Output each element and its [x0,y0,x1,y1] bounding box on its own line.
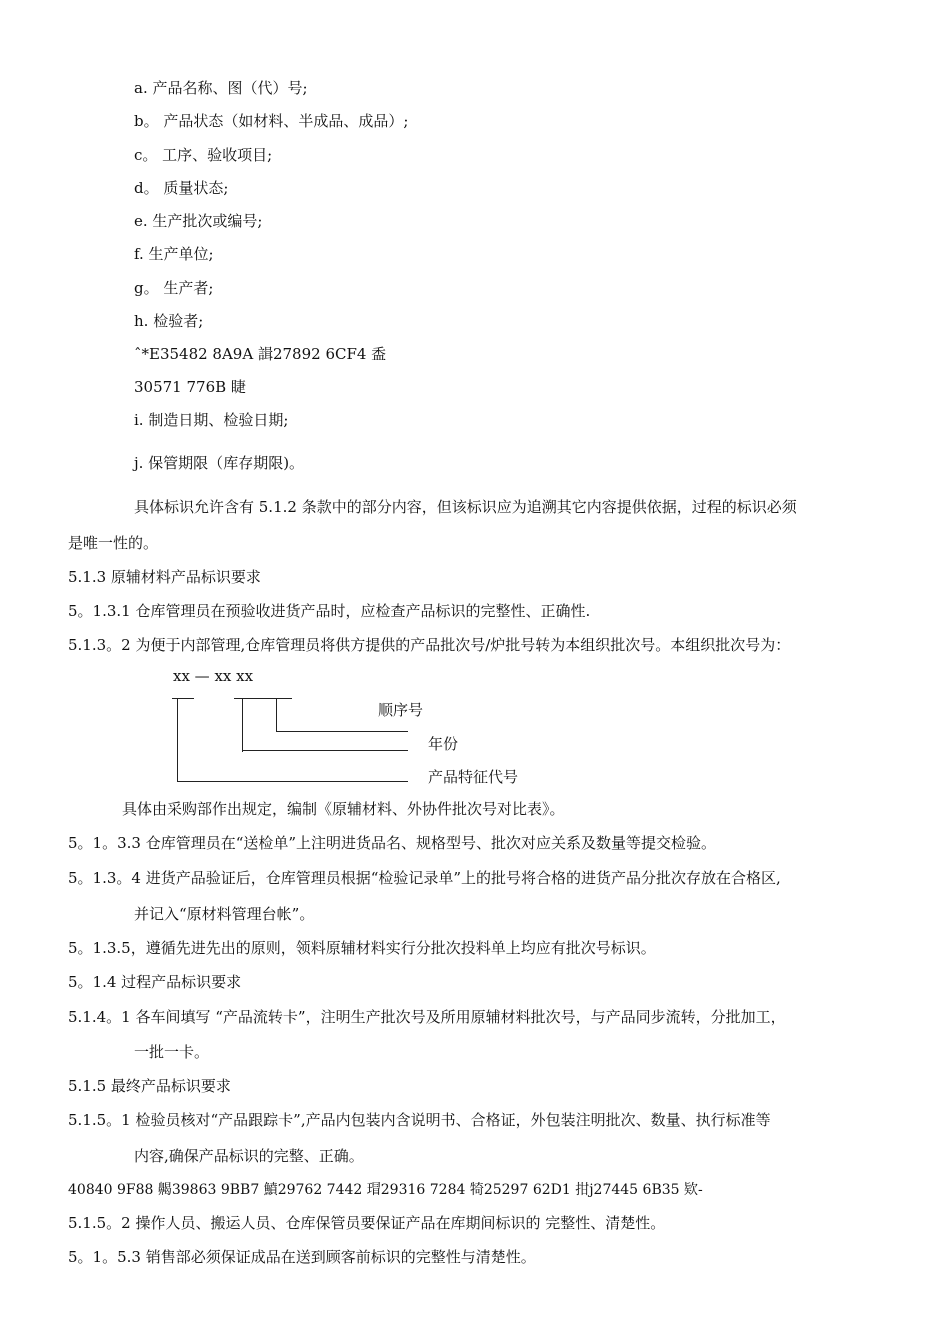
list-item-d: d。 质量状态; [134,179,229,197]
label-sequence-number: 顺序号 [378,701,424,719]
paragraph-line: 具体由采购部作出规定，编制《原辅材料、外协件批次号对比表》。 [122,800,565,818]
clause-5-1-3-1: 5。1.3.1 仓库管理员在预验收进货产品时，应检查产品标识的完整性、正确性. [68,602,591,620]
clause-5-1-3-4-cont: 并记入“原材料管理台帐”。 [134,905,315,923]
clause-5-1-5-1-cont: 内容,确保产品标识的完整、正确。 [134,1147,364,1165]
clause-5-1-3-4: 5。1.3。4 进货产品验证后，仓库管理员根据“检验记录单”上的批号将合格的进货产品分批次存放在合格区, [68,869,781,887]
list-item-c: c。 工序、验收项目; [134,146,273,164]
list-item-j: j. 保管期限（库存期限)。 [134,454,305,472]
list-item-f: f. 生产单位; [134,245,214,263]
list-item-a: a. 产品名称、图（代）号; [134,79,308,97]
label-year: 年份 [428,735,459,753]
diagram-line [242,750,408,751]
section-heading-5-1-5: 5.1.5 最终产品标识要求 [68,1077,231,1095]
list-item-e: e. 生产批次或编号; [134,212,263,230]
garbled-text-3: 40840 9F88 齃39863 9BB7 鱝29762 7442 瑁29316 7284 犄25297 62D1 拑j27445 6B35 欵- [68,1182,703,1198]
paragraph-line: 具体标识允许含有 5.1.2 条款中的部分内容，但该标识应为追溯其它内容提供依据，过程的标识必须 [134,498,797,516]
diagram-line [242,698,243,752]
section-heading-5-1-3: 5.1.3 原辅材料产品标识要求 [68,568,261,586]
batch-code-format: xx — xx xx [173,667,254,685]
clause-5-1-4-1-cont: 一批一卡。 [134,1043,210,1061]
clause-5-1-5-1: 5.1.5。1 检验员核对“产品跟踪卡”,产品内包装内含说明书、合格证，外包装注明批次、数量、执行标准等 [68,1111,771,1129]
clause-5-1-4-1: 5.1.4。1 各车间填写 “产品流转卡”，注明生产批次号及所用原辅材料批次号，与产品同步流转，分批加工， [68,1008,786,1026]
diagram-line [177,698,178,782]
diagram-line [172,698,194,699]
paragraph-line: 是唯一性的。 [68,534,159,552]
list-item-b: b。 产品状态（如材料、半成品、成品）; [134,112,409,130]
diagram-line [177,781,408,782]
clause-5-1-5-3: 5。1。5.3 销售部必须保证成品在送到顾客前标识的完整性与清楚性。 [68,1248,536,1266]
garbled-text-1: ˆ*E35482 8A9A 諿27892 6CF4 盉 [134,345,387,363]
clause-5-1-3-2: 5.1.3。2 为便于内部管理,仓库管理员将供方提供的产品批次号/炉批号转为本组织批次号。本组织批次号为： [68,636,791,654]
diagram-line [276,731,408,732]
clause-5-1-5-2: 5.1.5。2 操作人员、搬运人员、仓库保管员要保证产品在库期间标识的 完整性、清楚性。 [68,1214,666,1232]
list-item-i: i. 制造日期、检验日期; [134,411,289,429]
batch-number-diagram [168,664,548,794]
section-heading-5-1-4: 5。1.4 过程产品标识要求 [68,973,242,991]
garbled-text-2: 30571 776B 睫 [134,378,246,396]
diagram-line [276,698,277,732]
list-item-g: g。 生产者; [134,279,214,297]
label-product-code: 产品特征代号 [428,768,519,786]
list-item-h: h. 检验者; [134,312,204,330]
clause-5-1-3-5: 5。1.3.5，遵循先进先出的原则，领料原辅材料实行分批次投料单上均应有批次号标识。 [68,939,656,957]
clause-5-1-3-3: 5。1。3.3 仓库管理员在“送检单”上注明进货品名、规格型号、批次对应关系及数量等提交检验。 [68,834,717,852]
